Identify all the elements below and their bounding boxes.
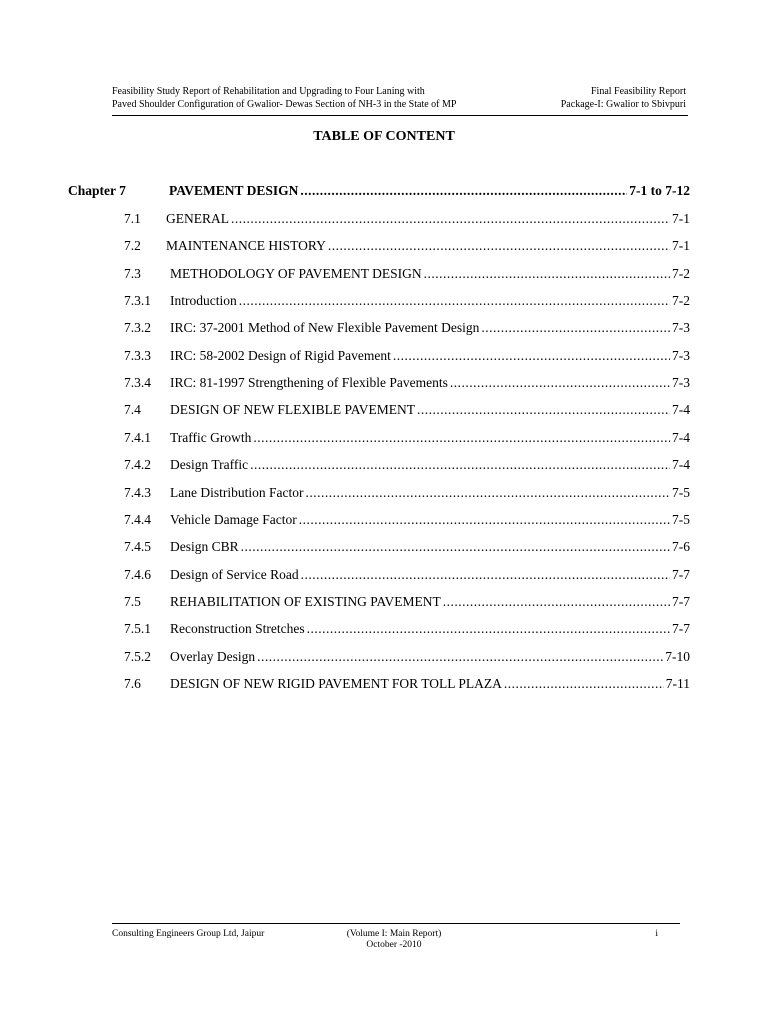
toc-entry-title: Traffic Growth	[170, 430, 252, 445]
toc-entry-title: Design Traffic	[170, 457, 249, 472]
header-package: Package-I: Gwalior to Sbivpuri	[560, 99, 686, 110]
toc-entry[interactable]	[124, 621, 690, 637]
toc-entry-line	[166, 238, 690, 254]
toc-entry[interactable]	[124, 539, 690, 555]
toc-entry-number: 7.4.3	[124, 485, 151, 500]
toc-entry-line	[170, 266, 690, 282]
toc-entry-number: 7.3.1	[124, 293, 151, 308]
toc-entry-page: 7-5	[672, 512, 690, 527]
toc-entry-line	[170, 348, 690, 364]
toc-entry-line	[170, 485, 690, 501]
toc-entry[interactable]	[124, 676, 690, 692]
toc-entry-number: 7.4.1	[124, 430, 151, 445]
toc-entry[interactable]	[124, 649, 690, 665]
toc-entry[interactable]	[124, 266, 690, 282]
toc-entry-page: 7-2	[672, 293, 690, 308]
chapter-number: Chapter 7	[68, 183, 126, 198]
chapter-page-range: 7-1 to 7-12	[629, 183, 690, 198]
toc-entry-page: 7-1	[672, 211, 690, 226]
toc-entry-line	[170, 375, 690, 391]
toc-entry-line	[170, 512, 690, 528]
footer-divider	[112, 923, 680, 924]
toc-entry-line	[170, 676, 690, 692]
toc-entry-line	[170, 402, 690, 418]
toc-entry-page: 7-5	[672, 485, 690, 500]
chapter-title: PAVEMENT DESIGN	[169, 183, 299, 198]
dot-leader	[300, 183, 627, 199]
toc-entry[interactable]	[124, 293, 690, 309]
toc-entry-title: Lane Distribution Factor	[170, 485, 304, 500]
toc-entry-page: 7-7	[672, 567, 690, 582]
toc-entry-title: DESIGN OF NEW FLEXIBLE PAVEMENT	[170, 402, 416, 417]
toc-entry-title: IRC: 58-2002 Design of Rigid Pavement	[170, 348, 391, 363]
dot-leader	[299, 512, 670, 528]
toc-entry-page: 7-11	[665, 676, 690, 691]
toc-entry-line	[170, 430, 690, 446]
dot-leader	[417, 402, 670, 418]
toc-entry-line	[170, 621, 690, 637]
dot-leader	[328, 238, 670, 254]
toc-entry-number: 7.5.2	[124, 649, 151, 664]
toc-entry[interactable]	[124, 211, 690, 227]
header-divider	[112, 115, 688, 116]
header-report-title-line1: Feasibility Study Report of Rehabilitation and Upgrading to Four Laning with	[112, 86, 425, 97]
toc-entry-line	[170, 649, 690, 665]
toc-entry-title: Introduction	[170, 293, 237, 308]
toc-chapter-heading	[68, 183, 690, 199]
footer-volume: (Volume I: Main Report)	[346, 929, 442, 939]
header-report-title-line2: Paved Shoulder Configuration of Gwalior- Dewas Section of NH-3 in the State of MP	[112, 99, 457, 110]
toc-entry[interactable]	[124, 457, 690, 473]
toc-entry-line	[170, 293, 690, 309]
toc-entry-page: 7-10	[665, 649, 690, 664]
toc-entry-number: 7.4	[124, 402, 141, 417]
toc-entry-title: Design of Service Road	[170, 567, 299, 582]
dot-leader	[301, 567, 670, 583]
dot-leader	[250, 457, 670, 473]
toc-entry-page: 7-6	[672, 539, 690, 554]
dot-leader	[239, 293, 670, 309]
dot-leader	[504, 676, 664, 692]
dot-leader	[305, 485, 670, 501]
toc-entry-title: DESIGN OF NEW RIGID PAVEMENT FOR TOLL PLAZA	[170, 676, 502, 691]
toc-entry-number: 7.3.3	[124, 348, 151, 363]
toc-entry-page: 7-3	[672, 348, 690, 363]
toc-entry-line	[166, 211, 690, 227]
toc-entry-number: 7.2	[124, 238, 141, 253]
toc-entry-number: 7.4.2	[124, 457, 151, 472]
footer-date: October -2010	[366, 940, 422, 950]
toc-entry-title: IRC: 81-1997 Strengthening of Flexible Pavements	[170, 375, 448, 390]
dot-leader	[231, 211, 670, 227]
toc-entry-number: 7.1	[124, 211, 141, 226]
toc-entry-title: Vehicle Damage Factor	[170, 512, 297, 527]
toc-entry[interactable]	[124, 375, 690, 391]
toc-entry[interactable]	[124, 402, 690, 418]
dot-leader	[393, 348, 670, 364]
toc-entry[interactable]	[124, 320, 690, 336]
toc-entry[interactable]	[124, 512, 690, 528]
footer-company: Consulting Engineers Group Ltd, Jaipur	[112, 929, 265, 939]
toc-entry[interactable]	[124, 567, 690, 583]
toc-entry-number: 7.4.6	[124, 567, 151, 582]
toc-entry-page: 7-4	[672, 457, 690, 472]
toc-entry-line	[170, 320, 690, 336]
toc-entry-number: 7.3.2	[124, 320, 151, 335]
toc-entry-title: Design CBR	[170, 539, 239, 554]
toc-entry-number: 7.3.4	[124, 375, 151, 390]
toc-entry[interactable]	[124, 594, 690, 610]
toc-entry-page: 7-7	[672, 621, 690, 636]
toc-entry-line	[170, 457, 690, 473]
toc-entry-title: METHODOLOGY OF PAVEMENT DESIGN	[170, 266, 422, 281]
toc-entry-number: 7.5	[124, 594, 141, 609]
toc-entry-title: GENERAL	[166, 211, 229, 226]
dot-leader	[257, 649, 663, 665]
dot-leader	[443, 594, 670, 610]
dot-leader	[307, 621, 670, 637]
toc-entry[interactable]	[124, 238, 690, 254]
toc-entry-title: IRC: 37-2001 Method of New Flexible Pavement Design	[170, 320, 480, 335]
toc-entry-page: 7-3	[672, 375, 690, 390]
page-title: TABLE OF CONTENT	[313, 129, 455, 144]
toc-entry[interactable]	[124, 430, 690, 446]
toc-entry-title: REHABILITATION OF EXISTING PAVEMENT	[170, 594, 441, 609]
toc-entry-number: 7.3	[124, 266, 141, 281]
chapter-line	[169, 183, 690, 199]
toc-entry-page: 7-2	[672, 266, 690, 281]
footer-page-number: i	[655, 929, 658, 939]
toc-entry-page: 7-3	[672, 320, 690, 335]
toc-entry-number: 7.4.5	[124, 539, 151, 554]
toc-entry-title: Reconstruction Stretches	[170, 621, 305, 636]
toc-entry-line	[170, 539, 690, 555]
toc-entry-number: 7.6	[124, 676, 141, 691]
toc-entry-page: 7-1	[672, 238, 690, 253]
toc-entry-number: 7.4.4	[124, 512, 151, 527]
dot-leader	[241, 539, 670, 555]
dot-leader	[424, 266, 670, 282]
dot-leader	[481, 320, 670, 336]
toc-entry-title: MAINTENANCE HISTORY	[166, 238, 326, 253]
toc-entry-line	[170, 567, 690, 583]
toc-entry-number: 7.5.1	[124, 621, 151, 636]
dot-leader	[253, 430, 670, 446]
toc-entry-page: 7-4	[672, 430, 690, 445]
header-report-type: Final Feasibility Report	[591, 86, 686, 97]
toc-entry-title: Overlay Design	[170, 649, 256, 664]
toc-entry[interactable]	[124, 485, 690, 501]
page-footer	[112, 923, 680, 959]
toc-entry-page: 7-7	[672, 594, 690, 609]
toc-entry-page: 7-4	[672, 402, 690, 417]
dot-leader	[450, 375, 670, 391]
toc-entry-line	[170, 594, 690, 610]
toc-entry[interactable]	[124, 348, 690, 364]
page-header	[112, 84, 688, 117]
